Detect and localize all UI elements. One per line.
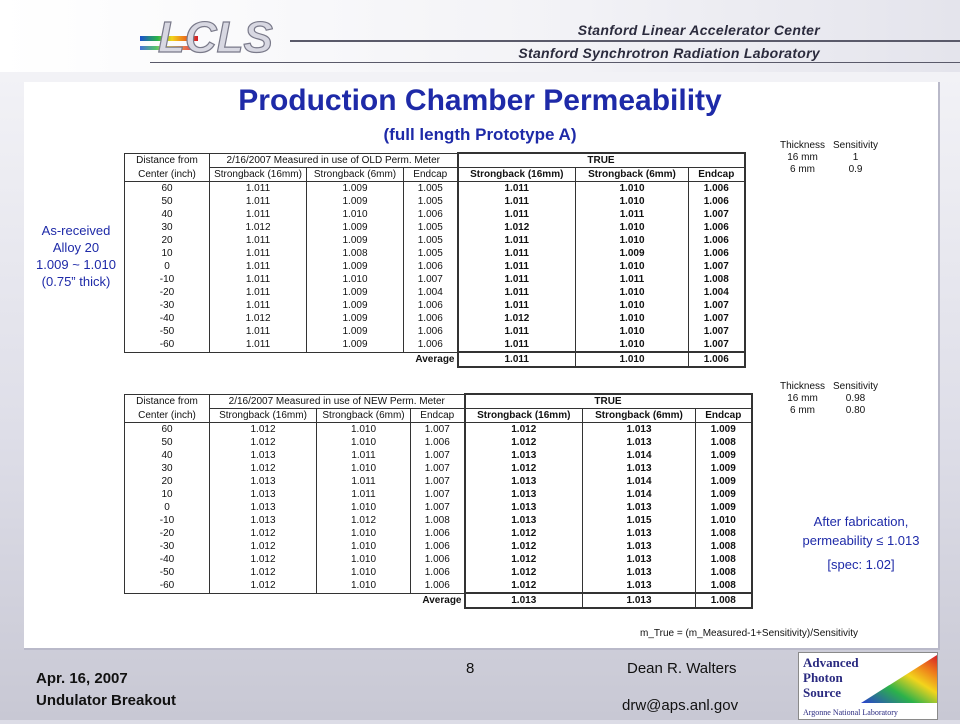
value-cell: 1.012	[465, 462, 583, 475]
value-cell: 1.011	[458, 182, 576, 196]
value-cell: 1.010	[307, 273, 404, 286]
value-cell: 1.009	[307, 325, 404, 338]
value-cell: 1.013	[210, 501, 317, 514]
value-cell: 1.006	[689, 195, 745, 208]
value-cell: 1.009	[307, 299, 404, 312]
value-cell: 1.012	[465, 527, 583, 540]
distance-cell: -10	[125, 273, 210, 286]
value-cell: 1.011	[210, 338, 307, 352]
value-cell: 1.010	[576, 299, 689, 312]
value-cell: 1.008	[696, 579, 752, 593]
value-cell: 1.008	[689, 273, 745, 286]
value-cell: 1.008	[696, 553, 752, 566]
value-cell: 1.011	[210, 325, 307, 338]
value-cell: 1.010	[317, 436, 411, 449]
col-header: Strongback (6mm)	[307, 168, 404, 182]
footer-author: Dean R. Walters	[627, 660, 737, 677]
value-cell: 1.013	[583, 462, 696, 475]
table-row	[125, 221, 745, 234]
value-cell: 1.006	[689, 221, 745, 234]
value-cell: 1.006	[404, 260, 458, 273]
left-note-line: As-received	[41, 223, 111, 238]
value-cell: 1.007	[411, 462, 465, 475]
distance-cell: -60	[125, 579, 210, 593]
col-header: Strongback (16mm)	[210, 409, 317, 423]
table-row	[125, 501, 752, 514]
value-cell: 1.006	[411, 436, 465, 449]
value-cell: 1.009	[307, 312, 404, 325]
aps-lab-name: Argonne National Laboratory	[803, 708, 898, 717]
value-cell: 1.011	[210, 299, 307, 312]
value-cell: 1.004	[689, 286, 745, 299]
value-cell: 1.011	[576, 273, 689, 286]
table-row	[125, 553, 752, 566]
value-cell: 1.007	[689, 338, 745, 352]
value-cell: 1.010	[307, 208, 404, 221]
value-cell: 1.009	[307, 182, 404, 196]
col-header-distance: Distance from	[125, 394, 210, 409]
value-cell: 1.010	[576, 234, 689, 247]
average-label: Average	[404, 352, 458, 367]
col-header: Endcap	[696, 409, 752, 423]
avg-blank	[125, 352, 210, 367]
value-cell: 1.010	[317, 553, 411, 566]
value-cell: 1.010	[317, 501, 411, 514]
value-cell: 1.014	[583, 449, 696, 462]
value-cell: 1.012	[210, 566, 317, 579]
value-cell: 1.008	[696, 527, 752, 540]
table-row	[125, 540, 752, 553]
value-cell: 1.010	[576, 260, 689, 273]
slide-subtitle: (full length Prototype A)	[383, 125, 577, 144]
right-note-line: After fabrication,	[813, 514, 909, 529]
value-cell: 1.011	[210, 182, 307, 196]
value-cell: 1.009	[307, 195, 404, 208]
value-cell: 1.013	[210, 475, 317, 488]
value-cell: 1.005	[404, 221, 458, 234]
table-row	[125, 260, 745, 273]
value-cell: 1.005	[404, 234, 458, 247]
old-meter-table	[124, 152, 746, 368]
average-label: Average	[411, 593, 465, 608]
value-cell: 1.014	[583, 488, 696, 501]
distance-cell: 40	[125, 449, 210, 462]
value-cell: 1.012	[458, 312, 576, 325]
value-cell: 1.006	[689, 182, 745, 196]
page-number: 8	[466, 660, 475, 677]
value-cell: 1.011	[458, 260, 576, 273]
value-cell: 1.010	[576, 221, 689, 234]
table-row	[125, 527, 752, 540]
value-cell: 1.007	[411, 423, 465, 437]
sens-cell: 0.98	[845, 393, 866, 404]
average-value: 1.013	[465, 593, 583, 608]
col-header: Endcap	[404, 168, 458, 182]
value-cell: 1.012	[210, 540, 317, 553]
distance-cell: -40	[125, 553, 210, 566]
value-cell: 1.013	[210, 449, 317, 462]
value-cell: 1.011	[458, 286, 576, 299]
value-cell: 1.013	[583, 579, 696, 593]
distance-cell: 0	[125, 501, 210, 514]
value-cell: 1.009	[696, 449, 752, 462]
value-cell: 1.012	[210, 579, 317, 593]
value-cell: 1.007	[689, 325, 745, 338]
value-cell: 1.013	[465, 475, 583, 488]
value-cell: 1.007	[689, 260, 745, 273]
value-cell: 1.009	[307, 221, 404, 234]
value-cell: 1.008	[307, 247, 404, 260]
footer-date: Apr. 16, 2007	[36, 670, 128, 687]
distance-cell: -20	[125, 527, 210, 540]
distance-cell: 30	[125, 462, 210, 475]
sens-cell: 6 mm	[790, 405, 815, 416]
distance-cell: -10	[125, 514, 210, 527]
value-cell: 1.012	[465, 553, 583, 566]
col-header: Endcap	[689, 168, 745, 182]
table-row	[125, 286, 745, 299]
value-cell: 1.011	[210, 286, 307, 299]
value-cell: 1.011	[210, 273, 307, 286]
value-cell: 1.013	[465, 501, 583, 514]
value-cell: 1.009	[307, 260, 404, 273]
right-note-spec: [spec: 1.02]	[827, 557, 895, 572]
aps-logo-graphic	[799, 653, 937, 719]
sensitivity-table-old	[776, 140, 882, 176]
value-cell: 1.011	[317, 449, 411, 462]
value-cell: 1.011	[458, 338, 576, 352]
value-cell: 1.010	[317, 423, 411, 437]
distance-cell: -30	[125, 299, 210, 312]
distance-cell: 60	[125, 423, 210, 437]
value-cell: 1.011	[210, 195, 307, 208]
distance-cell: -50	[125, 566, 210, 579]
value-cell: 1.011	[458, 234, 576, 247]
sens-cell: 16 mm	[787, 152, 818, 163]
value-cell: 1.013	[583, 436, 696, 449]
value-cell: 1.011	[210, 247, 307, 260]
value-cell: 1.005	[404, 247, 458, 260]
value-cell: 1.010	[317, 579, 411, 593]
value-cell: 1.010	[317, 462, 411, 475]
value-cell: 1.011	[576, 208, 689, 221]
value-cell: 1.009	[576, 247, 689, 260]
group-header-true: TRUE	[458, 153, 745, 168]
value-cell: 1.012	[465, 579, 583, 593]
value-cell: 1.013	[583, 527, 696, 540]
value-cell: 1.011	[210, 234, 307, 247]
value-cell: 1.006	[404, 325, 458, 338]
value-cell: 1.010	[317, 566, 411, 579]
left-note	[26, 222, 126, 290]
value-cell: 1.008	[696, 540, 752, 553]
avg-blank	[125, 593, 210, 608]
table-row	[125, 449, 752, 462]
value-cell: 1.010	[576, 312, 689, 325]
col-header: Strongback (6mm)	[576, 168, 689, 182]
value-cell: 1.008	[696, 436, 752, 449]
value-cell: 1.008	[411, 514, 465, 527]
value-cell: 1.010	[576, 338, 689, 352]
value-cell: 1.009	[307, 234, 404, 247]
value-cell: 1.013	[465, 488, 583, 501]
org-line-1: Stanford Linear Accelerator Center	[577, 22, 820, 38]
table-row	[125, 208, 745, 221]
footer-email[interactable]: drw@aps.anl.gov	[622, 697, 739, 714]
value-cell: 1.009	[696, 462, 752, 475]
right-note	[782, 512, 940, 574]
table-row	[125, 423, 752, 437]
sens-cell: 16 mm	[787, 393, 818, 404]
sens-head: Sensitivity	[833, 381, 879, 392]
table-row	[125, 273, 745, 286]
value-cell: 1.010	[576, 195, 689, 208]
value-cell: 1.011	[458, 195, 576, 208]
value-cell: 1.011	[458, 299, 576, 312]
group-header-measured: 2/16/2007 Measured in use of NEW Perm. Meter	[210, 394, 465, 409]
avg-blank	[210, 352, 307, 367]
sens-cell: 1	[852, 152, 859, 163]
value-cell: 1.006	[411, 553, 465, 566]
value-cell: 1.014	[583, 475, 696, 488]
value-cell: 1.013	[465, 449, 583, 462]
left-note-line: Alloy 20	[52, 240, 100, 255]
value-cell: 1.009	[307, 286, 404, 299]
value-cell: 1.011	[317, 488, 411, 501]
col-header: Strongback (16mm)	[210, 168, 307, 182]
col-header: Strongback (6mm)	[583, 409, 696, 423]
value-cell: 1.012	[210, 312, 307, 325]
value-cell: 1.009	[696, 423, 752, 437]
distance-cell: -50	[125, 325, 210, 338]
value-cell: 1.007	[411, 488, 465, 501]
value-cell: 1.012	[317, 514, 411, 527]
average-value: 1.008	[696, 593, 752, 608]
sens-cell: 6 mm	[790, 164, 815, 175]
value-cell: 1.010	[576, 325, 689, 338]
table-row	[125, 325, 745, 338]
value-cell: 1.012	[465, 423, 583, 437]
value-cell: 1.009	[696, 475, 752, 488]
value-cell: 1.006	[404, 299, 458, 312]
table-row	[125, 247, 745, 260]
aps-line: Photon	[803, 670, 843, 685]
value-cell: 1.013	[210, 514, 317, 527]
distance-cell: 0	[125, 260, 210, 273]
value-cell: 1.009	[696, 488, 752, 501]
value-cell: 1.012	[465, 566, 583, 579]
value-cell: 1.012	[210, 553, 317, 566]
value-cell: 1.011	[317, 475, 411, 488]
value-cell: 1.006	[404, 338, 458, 352]
header-rule-1	[290, 40, 960, 42]
value-cell: 1.008	[696, 566, 752, 579]
value-cell: 1.012	[465, 436, 583, 449]
value-cell: 1.010	[317, 540, 411, 553]
distance-cell: -30	[125, 540, 210, 553]
value-cell: 1.006	[404, 208, 458, 221]
footer-event: Undulator Breakout	[36, 692, 177, 709]
distance-cell: 10	[125, 247, 210, 260]
sens-head: Thickness	[780, 140, 826, 151]
value-cell: 1.013	[583, 553, 696, 566]
distance-cell: -20	[125, 286, 210, 299]
left-note-line: 1.009 ~ 1.010	[36, 257, 116, 272]
value-cell: 1.005	[404, 182, 458, 196]
table-row	[125, 566, 752, 579]
table-row	[125, 234, 745, 247]
aps-logo	[798, 652, 938, 720]
value-cell: 1.011	[458, 208, 576, 221]
value-cell: 1.013	[583, 540, 696, 553]
distance-cell: 20	[125, 234, 210, 247]
value-cell: 1.013	[583, 501, 696, 514]
col-header: Endcap	[411, 409, 465, 423]
table-row	[125, 488, 752, 501]
avg-blank	[210, 593, 317, 608]
lcls-logo	[140, 6, 290, 66]
value-cell: 1.012	[210, 436, 317, 449]
slide-title: Production Chamber Permeability	[238, 84, 722, 117]
value-cell: 1.010	[696, 514, 752, 527]
org-line-2: Stanford Synchrotron Radiation Laboratory	[518, 45, 820, 61]
table-row	[125, 462, 752, 475]
value-cell: 1.007	[411, 449, 465, 462]
value-cell: 1.010	[317, 527, 411, 540]
distance-cell: -40	[125, 312, 210, 325]
value-cell: 1.012	[458, 221, 576, 234]
avg-blank	[307, 352, 404, 367]
value-cell: 1.006	[411, 527, 465, 540]
avg-blank	[317, 593, 411, 608]
sens-head: Thickness	[780, 381, 826, 392]
col-header-distance: Center (inch)	[125, 409, 210, 423]
average-value: 1.013	[583, 593, 696, 608]
value-cell: 1.007	[689, 208, 745, 221]
value-cell: 1.012	[210, 462, 317, 475]
sens-head: Sensitivity	[833, 140, 879, 151]
table-row	[125, 182, 745, 196]
value-cell: 1.006	[689, 234, 745, 247]
value-cell: 1.006	[689, 247, 745, 260]
value-cell: 1.005	[404, 195, 458, 208]
value-cell: 1.011	[458, 247, 576, 260]
group-header-measured: 2/16/2007 Measured in use of OLD Perm. Meter	[210, 153, 458, 168]
value-cell: 1.010	[576, 182, 689, 196]
value-cell: 1.007	[404, 273, 458, 286]
aps-line: Advanced	[803, 655, 859, 670]
table-row	[125, 436, 752, 449]
header-rule-2	[150, 62, 960, 63]
value-cell: 1.011	[458, 273, 576, 286]
value-cell: 1.006	[411, 540, 465, 553]
value-cell: 1.013	[583, 566, 696, 579]
table-row	[125, 579, 752, 593]
distance-cell: -60	[125, 338, 210, 352]
sensitivity-table-new	[776, 381, 882, 417]
left-note-line: (0.75” thick)	[41, 274, 111, 289]
col-header-distance: Distance from	[125, 153, 210, 168]
table-row	[125, 475, 752, 488]
value-cell: 1.009	[307, 338, 404, 352]
value-cell: 1.010	[576, 286, 689, 299]
average-value: 1.011	[458, 352, 576, 367]
distance-cell: 50	[125, 436, 210, 449]
right-note-line: permeability ≤ 1.013	[802, 533, 920, 548]
group-header-true: TRUE	[465, 394, 752, 409]
col-header-distance: Center (inch)	[125, 168, 210, 182]
aps-line: Source	[803, 685, 842, 700]
value-cell: 1.011	[210, 260, 307, 273]
value-cell: 1.013	[465, 514, 583, 527]
new-meter-table	[124, 393, 753, 609]
value-cell: 1.012	[210, 221, 307, 234]
value-cell: 1.007	[411, 475, 465, 488]
distance-cell: 30	[125, 221, 210, 234]
table-row	[125, 299, 745, 312]
distance-cell: 50	[125, 195, 210, 208]
distance-cell: 10	[125, 488, 210, 501]
value-cell: 1.006	[404, 312, 458, 325]
col-header: Strongback (16mm)	[465, 409, 583, 423]
value-cell: 1.007	[689, 299, 745, 312]
value-cell: 1.012	[210, 423, 317, 437]
col-header: Strongback (6mm)	[317, 409, 411, 423]
lcls-logo-text: LCLS	[158, 13, 273, 62]
average-value: 1.010	[576, 352, 689, 367]
distance-cell: 20	[125, 475, 210, 488]
value-cell: 1.013	[583, 423, 696, 437]
average-value: 1.006	[689, 352, 745, 367]
col-header: Strongback (16mm)	[458, 168, 576, 182]
value-cell: 1.006	[411, 579, 465, 593]
value-cell: 1.007	[411, 501, 465, 514]
value-cell: 1.011	[210, 208, 307, 221]
value-cell: 1.012	[210, 527, 317, 540]
distance-cell: 60	[125, 182, 210, 196]
table-row	[125, 514, 752, 527]
table-row	[125, 195, 745, 208]
distance-cell: 40	[125, 208, 210, 221]
value-cell: 1.013	[210, 488, 317, 501]
sens-cell: 0.9	[848, 164, 863, 175]
value-cell: 1.007	[689, 312, 745, 325]
value-cell: 1.011	[458, 325, 576, 338]
value-cell: 1.004	[404, 286, 458, 299]
value-cell: 1.012	[465, 540, 583, 553]
sens-cell: 0.80	[845, 405, 866, 416]
value-cell: 1.015	[583, 514, 696, 527]
value-cell: 1.009	[696, 501, 752, 514]
value-cell: 1.006	[411, 566, 465, 579]
table-row	[125, 312, 745, 325]
table-row	[125, 338, 745, 352]
true-formula: m_True = (m_Measured-1+Sensitivity)/Sensitivity	[640, 628, 859, 639]
